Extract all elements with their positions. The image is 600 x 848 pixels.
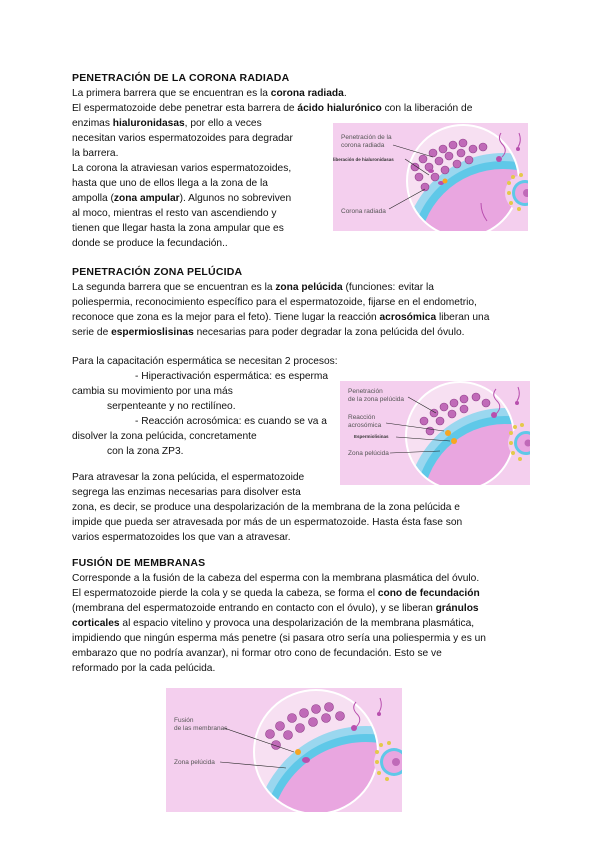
s1-line: La corona la atraviesan varios espermatozoides, [72,163,292,174]
fig2-label-title-1: Penetración [348,388,383,395]
fig1-label-corona-radiada: Corona radiada [341,208,386,215]
atravesar-line: varios espermatozoides los que van a atravesar. [72,532,291,543]
capacitacion-line: Para la capacitación espermática se necesitan 2 procesos: [72,356,338,367]
atravesar-line: Para atravesar la zona pelúcida, el espermatozoide [72,472,305,483]
atravesar-line: segrega las enzimas necesarias para disolver esta [72,487,301,498]
s1-line: al moco, mientras el resto van ascendiendo y [72,208,277,219]
capacitacion-line: - Reacción acrosómica: es cuando se va a [135,416,327,427]
s3-line: impidiendo que ningún esperma más penetre (si pasara otro sería una poliespermia y es un [72,633,486,644]
s1-line: El espermatozoide debe penetrar esta barrera de ácido hialurónico con la liberación de [72,103,473,114]
fig2-label-title-2: de la zona pelúcida [348,396,405,403]
figure-corona-radiada-illustration [333,123,528,231]
s1-line: La primera barrera que se encuentran es la corona radiada. [72,88,347,99]
s3-line: El espermatozoide pierde la cola y se queda la cabeza, se forma el cono de fecundación [72,588,480,599]
fig2-label-reaccion: Reacción [348,414,376,421]
s1-line: la barrera. [72,148,119,159]
s1-line: donde se produce la fecundación.. [72,238,228,249]
s2-line: reconoce que zona es la mejor para el feto). Tiene lugar la reacción acrosómica liberan una [72,312,490,323]
fig2-label-zona-pelucida: Zona pelúcida [348,450,389,457]
figure-zona-pelucida [340,381,530,485]
s1-line: hasta que uno de ellos llega a la zona de la [72,178,268,189]
s3-line: (membrana del espermatozoide entrando en contacto con el óvulo), y se liberan gránulos [72,603,479,614]
s2-line: La segunda barrera que se encuentran es la zona pelúcida (funciones: evitar la [72,282,434,293]
capacitacion-line: - Hiperactivación espermática: es esperma [135,371,329,382]
capacitacion-line: disolver la zona pelúcida, concretamente [72,431,257,442]
figure-fusion-membranas-illustration [166,688,402,812]
fig1-label-title-1: Penetración de la [341,134,392,141]
s3-line: embarazo que no podría avanzar), ni formar otro cono de fecundación. Esto se ve [72,648,442,659]
figure-zona-pelucida-illustration [340,381,530,485]
fig3-label-zona-pelucida: Zona pelúcida [174,759,215,766]
fig3-label-membranas: de las membranas [174,725,228,732]
s3-line: reformado por la cada pelúcida. [72,663,216,674]
s3-line: Corresponde a la fusión de la cabeza del esperma con la membrana plasmática del óvulo. [72,573,480,584]
capacitacion-line: cambia su movimiento por una más [72,386,233,397]
s2-line: serie de espermioslisinas necesarias para poder degradar la zona pelúcida del óvulo. [72,327,465,338]
s1-line: necesitan varios espermatozoides para degradar [72,133,293,144]
s1-line: ampolla (zona ampular). Algunos no sobreviven [72,193,292,204]
s1-line: enzimas hialuronidasas, por ello a veces [72,118,262,129]
fig3-label-fusion: Fusión [174,717,194,724]
atravesar-line: impide que pueda ser atravesada por más de un espermatozoide. Hasta ésta fase son [72,517,463,528]
s1-line: tienen que llegar hasta la zona ampular que es [72,223,284,234]
atravesar-line: zona, es decir, se produce una despolarización de la membrana de la zona pelúcida e [72,502,460,513]
figure-corona-radiada [333,123,528,231]
fig2-label-espermiolisinas: Espermiolisinas [354,434,389,439]
fig2-label-acrosomica: acrosómica [348,422,382,429]
heading-corona-radiada: PENETRACIÓN DE LA CORONA RADIADA [72,72,290,84]
fig1-label-title-2: corona radiada [341,142,385,149]
heading-fusion-membranas: FUSIÓN DE MEMBRANAS [72,557,206,569]
s3-line: corticales al espacio vitelino y provoca una despolarización de la membrana plasmática, [72,618,475,629]
fig1-label-hialuronidasas: liberación de hialuronidasas [333,157,394,162]
s2-line: poliespermia, reconocimiento específico para el espermatozoide, fijarse en el endometrio, [72,297,477,308]
capacitacion-line: con la zona ZP3. [107,446,184,457]
heading-zona-pelucida: PENETRACIÓN ZONA PELÚCIDA [72,266,243,278]
capacitacion-line: serpenteante y no rectilíneo. [107,401,236,412]
figure-fusion-membranas [166,688,402,812]
